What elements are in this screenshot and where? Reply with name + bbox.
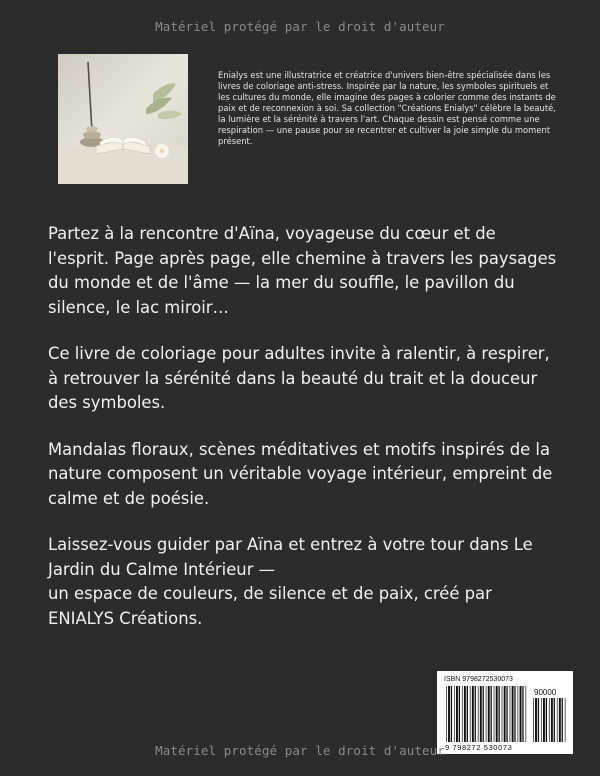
- isbn-label: ISBN 9798272530073: [444, 676, 513, 683]
- description-paragraph: Mandalas floraux, scènes méditatives et motifs inspirés de la nature composent un véritable voyage intérieur, empreint de calme et de poésie.: [48, 439, 553, 508]
- barcode-icon: [437, 671, 573, 754]
- book-candle-flower-photo: [58, 54, 188, 184]
- book-description: [48, 222, 558, 653]
- description-paragraph: Partez à la rencontre d'Aïna, voyageuse du cœur et de l'esprit. Page après page, elle chemine à travers les paysages du monde et de l'âme — la mer du souffle, le pavillon du silence, le lac miroir…: [48, 224, 557, 317]
- author-photo: [58, 54, 188, 184]
- author-bio: Enialys est une illustratrice et créatrice d'univers bien-être spécialisée dans les livres de coloriage anti-stress. Inspirée par la nature, les symboles spirituels et les cultures du monde, elle imagine des pages à colorier comme des instants de paix et de reconnexion à soi. Sa collection "Créations Enialys" célèbre la beauté, la lumière et la sérénité à travers l'art. Chaque dessin est pensé comme une respiration — une pause pour se recentrer et cultiver la joie simple du moment présent.: [218, 70, 556, 146]
- barcode-digits: 9 798272 530073: [445, 743, 513, 752]
- isbn-barcode: [437, 671, 573, 754]
- description-paragraph: Ce livre de coloriage pour adultes invite à ralentir, à respirer, à retrouver la sérénité dans la beauté du trait et la douceur des symboles.: [48, 344, 550, 412]
- watermark-top: Matériel protégé par le droit d'auteur: [155, 19, 445, 34]
- watermark-bottom: Matériel protégé par le droit d'auteur: [155, 743, 445, 758]
- description-paragraph: Laissez-vous guider par Aïna et entrez à votre tour dans Le Jardin du Calme Intérieur — un espace de couleurs, de silence et de paix, créé par ENIALYS Créations.: [48, 535, 533, 628]
- price-code: 90000: [534, 688, 557, 697]
